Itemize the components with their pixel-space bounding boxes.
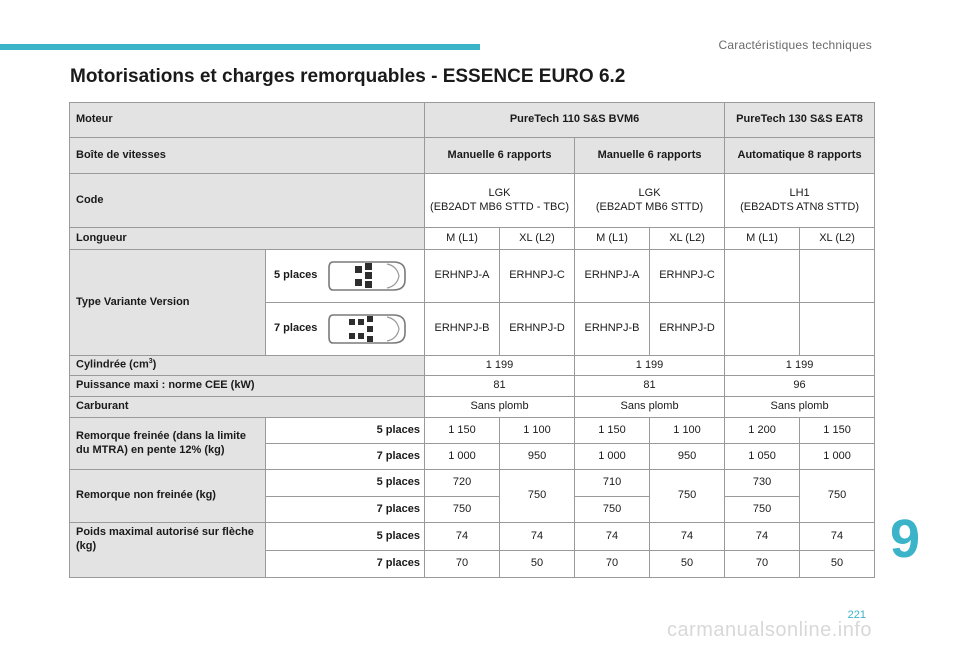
code-value: LGK (EB2ADT MB6 STTD) — [575, 174, 725, 228]
carburant-label: Carburant — [70, 397, 425, 418]
longueur-value: M (L1) — [425, 228, 500, 250]
row-longueur — [70, 228, 875, 250]
poids-fleche-value: 70 — [575, 551, 650, 578]
tvv-7-value: ERHNPJ-B — [575, 303, 650, 356]
row-code — [70, 174, 875, 228]
poids-fleche-value: 70 — [425, 551, 500, 578]
poids-fleche-value: 74 — [500, 523, 575, 551]
longueur-label: Longueur — [70, 228, 425, 250]
tvv-7-label: 7 places — [274, 322, 318, 335]
puissance-value: 96 — [725, 376, 875, 397]
tvv-7-value — [725, 303, 800, 356]
carburant-value: Sans plomb — [575, 397, 725, 418]
remorque-freinee-value: 1 050 — [725, 444, 800, 470]
poids-fleche-value: 70 — [725, 551, 800, 578]
tvv-5-label: 5 places — [274, 269, 318, 282]
boite-value: Manuelle 6 rapports — [575, 138, 725, 174]
tvv-5-value: ERHNPJ-A — [425, 250, 500, 303]
poids-fleche-value: 74 — [575, 523, 650, 551]
puissance-label: Puissance maxi : norme CEE (kW) — [70, 376, 425, 397]
page-number: 221 — [847, 609, 866, 621]
tvv-5-value: ERHNPJ-C — [500, 250, 575, 303]
row-cylindree — [70, 356, 875, 376]
remorque-freinee-value: 1 200 — [725, 418, 800, 444]
remorque-nonfreinee-value: 720 — [425, 470, 500, 497]
tvv-7-value: ERHNPJ-B — [425, 303, 500, 356]
remorque-nonfreinee-value: 750 — [800, 470, 875, 523]
moteur-value: PureTech 130 S&S EAT8 — [725, 103, 875, 138]
puissance-value: 81 — [425, 376, 575, 397]
remorque-freinee-value: 950 — [500, 444, 575, 470]
poids-fleche-value: 50 — [800, 551, 875, 578]
moteur-label: Moteur — [70, 103, 425, 138]
remorque-freinee-value: 1 000 — [575, 444, 650, 470]
tvv-label: Type Variante Version — [70, 250, 266, 356]
moteur-value: PureTech 110 S&S BVM6 — [425, 103, 725, 138]
tvv-7-value: ERHNPJ-D — [650, 303, 725, 356]
cylindree-label: Cylindrée $(cm^3)$ — [70, 356, 425, 376]
row-poids-fleche-5 — [70, 523, 875, 551]
boite-label: Boîte de vitesses — [70, 138, 425, 174]
remorque-freinee-value: 1 000 — [800, 444, 875, 470]
cylindree-value: 1 199 — [575, 356, 725, 376]
specs-table — [69, 102, 875, 578]
row-remorque-nonfreinee-5 — [70, 470, 875, 497]
tvv-5-value — [800, 250, 875, 303]
tvv-5-value: ERHNPJ-C — [650, 250, 725, 303]
tvv-5-value — [725, 250, 800, 303]
longueur-value: XL (L2) — [650, 228, 725, 250]
van-5-seats-icon — [327, 256, 407, 296]
poids-fleche-value: 50 — [500, 551, 575, 578]
remorque-freinee-value: 1 150 — [575, 418, 650, 444]
row-puissance — [70, 376, 875, 397]
van-7-seats-icon — [327, 309, 407, 349]
longueur-value: XL (L2) — [500, 228, 575, 250]
row-carburant — [70, 397, 875, 418]
tvv-7-value — [800, 303, 875, 356]
longueur-value: XL (L2) — [800, 228, 875, 250]
longueur-value: M (L1) — [725, 228, 800, 250]
boite-value: Automatique 8 rapports — [725, 138, 875, 174]
longueur-value: M (L1) — [575, 228, 650, 250]
poids-fleche-7-label: 7 places — [266, 551, 425, 578]
poids-fleche-5-label: 5 places — [266, 523, 425, 551]
poids-fleche-label: Poids maximal autorisé sur flèche (kg) — [70, 523, 266, 578]
code-value: LH1 (EB2ADTS ATN8 STTD) — [725, 174, 875, 228]
remorque-nonfreinee-value: 750 — [650, 470, 725, 523]
remorque-nonfreinee-7-label: 7 places — [266, 497, 425, 523]
page-title: Motorisations et charges remorquables - ESSENCE EURO 6.2 — [70, 66, 626, 87]
remorque-freinee-value: 1 100 — [650, 418, 725, 444]
tvv-7-value: ERHNPJ-D — [500, 303, 575, 356]
remorque-nonfreinee-value: 750 — [425, 497, 500, 523]
carburant-value: Sans plomb — [425, 397, 575, 418]
poids-fleche-value: 74 — [725, 523, 800, 551]
remorque-freinee-5-label: 5 places — [266, 418, 425, 444]
code-value: LGK (EB2ADT MB6 STTD - TBC) — [425, 174, 575, 228]
poids-fleche-value: 74 — [425, 523, 500, 551]
poids-fleche-value: 74 — [650, 523, 725, 551]
chapter-number: 9 — [889, 509, 920, 569]
section-title: Caractéristiques techniques — [718, 38, 872, 52]
remorque-nonfreinee-value: 710 — [575, 470, 650, 497]
remorque-freinee-value: 1 150 — [800, 418, 875, 444]
remorque-nonfreinee-value: 750 — [500, 470, 575, 523]
poids-fleche-value: 74 — [800, 523, 875, 551]
cylindree-value: 1 199 — [725, 356, 875, 376]
row-remorque-freinee-5 — [70, 418, 875, 444]
watermark: carmanualsonline.info — [666, 619, 872, 641]
remorque-nonfreinee-5-label: 5 places — [266, 470, 425, 497]
tvv-5-cell — [266, 250, 425, 303]
row-moteur — [70, 103, 875, 138]
remorque-freinee-value: 1 000 — [425, 444, 500, 470]
code-label: Code — [70, 174, 425, 228]
remorque-freinee-label: Remorque freinée (dans la limite du MTRA) en pente 12% (kg) — [70, 418, 266, 470]
poids-fleche-value: 50 — [650, 551, 725, 578]
remorque-freinee-value: 950 — [650, 444, 725, 470]
row-boite — [70, 138, 875, 174]
remorque-nonfreinee-value: 750 — [575, 497, 650, 523]
remorque-freinee-value: 1 150 — [425, 418, 500, 444]
puissance-value: 81 — [575, 376, 725, 397]
remorque-freinee-7-label: 7 places — [266, 444, 425, 470]
remorque-nonfreinee-label: Remorque non freinée (kg) — [70, 470, 266, 523]
remorque-nonfreinee-value: 730 — [725, 470, 800, 497]
accent-bar — [0, 44, 480, 50]
carburant-value: Sans plomb — [725, 397, 875, 418]
remorque-freinee-value: 1 100 — [500, 418, 575, 444]
row-tvv-5 — [70, 250, 875, 303]
tvv-7-cell — [266, 303, 425, 356]
cylindree-value: 1 199 — [425, 356, 575, 376]
boite-value: Manuelle 6 rapports — [425, 138, 575, 174]
remorque-nonfreinee-value: 750 — [725, 497, 800, 523]
tvv-5-value: ERHNPJ-A — [575, 250, 650, 303]
